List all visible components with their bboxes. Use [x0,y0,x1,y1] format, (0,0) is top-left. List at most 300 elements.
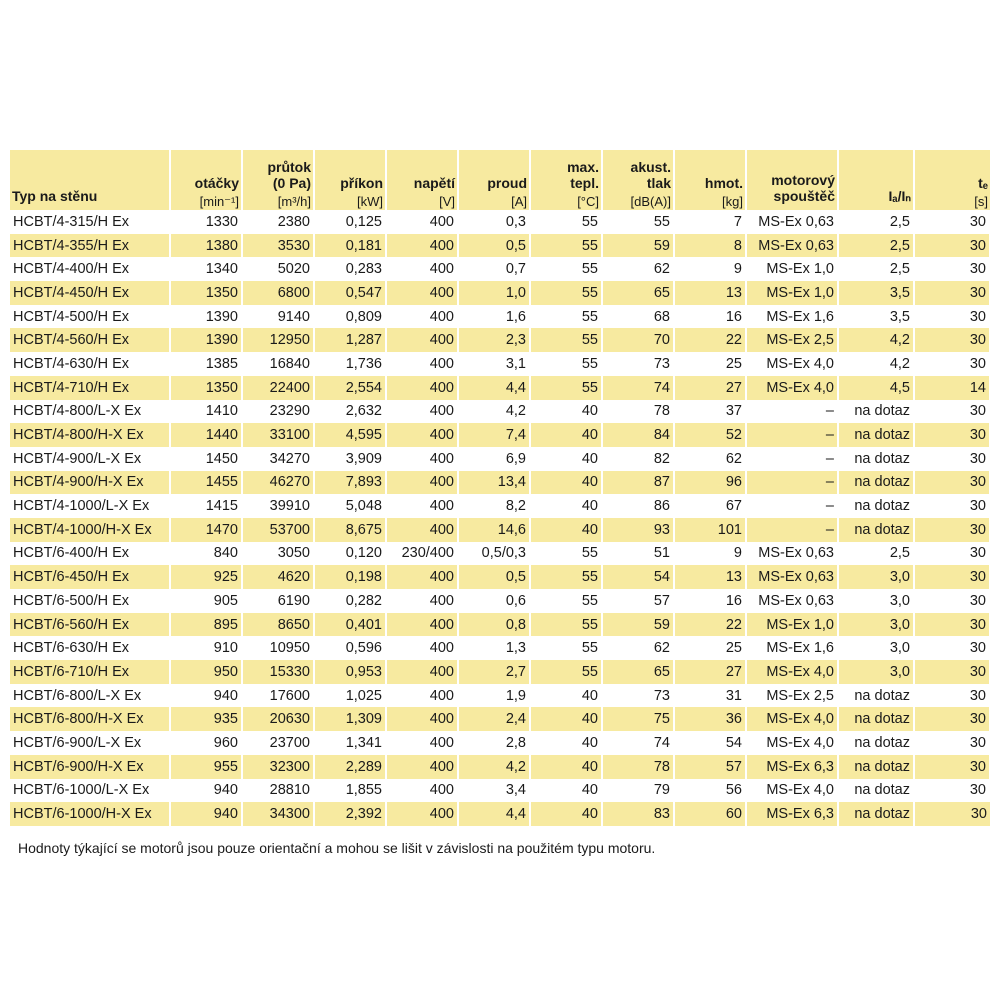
cell-current-ratio: na dotaz [838,731,914,755]
cell-sound-pressure: 51 [602,542,674,566]
cell-speed: 1450 [170,447,242,471]
cell-sound-pressure: 57 [602,589,674,613]
cell-sound-pressure: 62 [602,636,674,660]
cell-current: 8,2 [458,494,530,518]
table-row [10,518,990,542]
cell-voltage: 400 [386,518,458,542]
cell-current: 13,4 [458,471,530,495]
cell-power: 1,287 [314,328,386,352]
table-row [10,210,990,234]
cell-current: 1,0 [458,281,530,305]
cell-airflow: 46270 [242,471,314,495]
cell-airflow: 17600 [242,684,314,708]
cell-airflow: 2380 [242,210,314,234]
cell-weight: 67 [674,494,746,518]
cell-current: 0,8 [458,613,530,637]
cell-te-time: 30 [914,684,990,708]
cell-power: 2,392 [314,802,386,826]
header-unit: [A] [511,194,527,209]
cell-power: 1,341 [314,731,386,755]
cell-speed: 1350 [170,376,242,400]
cell-sound-pressure: 74 [602,731,674,755]
cell-airflow: 34270 [242,447,314,471]
cell-voltage: 400 [386,210,458,234]
cell-airflow: 22400 [242,376,314,400]
cell-max-temp: 55 [530,589,602,613]
cell-weight: 101 [674,518,746,542]
cell-motor-starter: MS-Ex 0,63 [746,234,838,258]
cell-power: 4,595 [314,423,386,447]
cell-airflow: 9140 [242,305,314,329]
cell-voltage: 400 [386,328,458,352]
header-motor-starter [746,150,838,210]
cell-voltage: 400 [386,613,458,637]
cell-motor-starter: MS-Ex 4,0 [746,707,838,731]
cell-current: 0,3 [458,210,530,234]
header-unit: [°C] [577,194,599,209]
cell-voltage: 400 [386,707,458,731]
cell-voltage: 400 [386,494,458,518]
cell-te-time: 30 [914,589,990,613]
table-row [10,684,990,708]
cell-sound-pressure: 75 [602,707,674,731]
cell-current-ratio: 4,2 [838,352,914,376]
cell-voltage: 400 [386,234,458,258]
cell-power: 2,289 [314,755,386,779]
header-unit: [s] [974,194,988,209]
cell-sound-pressure: 73 [602,352,674,376]
cell-te-time: 30 [914,494,990,518]
cell-voltage: 400 [386,352,458,376]
cell-airflow: 10950 [242,636,314,660]
cell-weight: 22 [674,613,746,637]
cell-airflow: 15330 [242,660,314,684]
cell-airflow: 4620 [242,565,314,589]
cell-speed: 1415 [170,494,242,518]
header-unit: [kW] [357,194,383,209]
cell-current-ratio: na dotaz [838,471,914,495]
cell-motor-starter: MS-Ex 4,0 [746,779,838,803]
cell-speed: 895 [170,613,242,637]
cell-type: HCBT/6-1000/L-X Ex [10,779,170,803]
cell-speed: 1390 [170,305,242,329]
cell-voltage: 400 [386,400,458,424]
cell-airflow: 53700 [242,518,314,542]
cell-sound-pressure: 54 [602,565,674,589]
cell-current: 1,9 [458,684,530,708]
cell-current: 0,7 [458,257,530,281]
cell-speed: 1410 [170,400,242,424]
cell-current: 0,5 [458,234,530,258]
cell-speed: 1440 [170,423,242,447]
cell-speed: 1470 [170,518,242,542]
cell-current: 1,3 [458,636,530,660]
cell-speed: 1390 [170,328,242,352]
cell-sound-pressure: 74 [602,376,674,400]
cell-airflow: 12950 [242,328,314,352]
header-label: motorový spouštěč [771,172,835,204]
cell-max-temp: 55 [530,352,602,376]
table-row [10,755,990,779]
cell-current-ratio: na dotaz [838,779,914,803]
cell-max-temp: 55 [530,305,602,329]
cell-weight: 36 [674,707,746,731]
header-unit: [min⁻¹] [199,194,239,209]
cell-sound-pressure: 68 [602,305,674,329]
cell-current-ratio: 4,5 [838,376,914,400]
cell-motor-starter: – [746,400,838,424]
cell-power: 1,736 [314,352,386,376]
cell-power: 0,120 [314,542,386,566]
cell-weight: 27 [674,660,746,684]
cell-speed: 940 [170,779,242,803]
cell-voltage: 400 [386,281,458,305]
cell-max-temp: 40 [530,779,602,803]
cell-te-time: 30 [914,210,990,234]
cell-voltage: 400 [386,447,458,471]
cell-airflow: 32300 [242,755,314,779]
cell-current-ratio: 2,5 [838,234,914,258]
cell-te-time: 30 [914,328,990,352]
cell-te-time: 30 [914,352,990,376]
cell-motor-starter: MS-Ex 0,63 [746,589,838,613]
cell-current: 2,3 [458,328,530,352]
cell-current-ratio: 3,0 [838,565,914,589]
table-header-row [10,150,990,210]
cell-type: HCBT/4-560/H Ex [10,328,170,352]
cell-speed: 1385 [170,352,242,376]
cell-sound-pressure: 65 [602,281,674,305]
cell-power: 5,048 [314,494,386,518]
cell-airflow: 6800 [242,281,314,305]
cell-motor-starter: MS-Ex 2,5 [746,328,838,352]
cell-sound-pressure: 84 [602,423,674,447]
cell-airflow: 34300 [242,802,314,826]
table-row [10,281,990,305]
cell-sound-pressure: 73 [602,684,674,708]
cell-sound-pressure: 55 [602,210,674,234]
cell-max-temp: 40 [530,802,602,826]
cell-current: 4,2 [458,400,530,424]
cell-current-ratio: na dotaz [838,494,914,518]
cell-weight: 13 [674,565,746,589]
cell-type: HCBT/4-1000/H-X Ex [10,518,170,542]
cell-motor-starter: MS-Ex 0,63 [746,542,838,566]
cell-current: 4,4 [458,376,530,400]
table-row [10,542,990,566]
cell-power: 2,554 [314,376,386,400]
cell-type: HCBT/6-900/L-X Ex [10,731,170,755]
header-label: proud [487,175,527,191]
cell-current-ratio: na dotaz [838,684,914,708]
cell-airflow: 20630 [242,707,314,731]
cell-motor-starter: MS-Ex 4,0 [746,352,838,376]
cell-power: 0,283 [314,257,386,281]
header-label: Typ na stěnu [12,188,98,204]
cell-sound-pressure: 87 [602,471,674,495]
cell-current: 4,2 [458,755,530,779]
cell-current: 2,4 [458,707,530,731]
cell-te-time: 30 [914,257,990,281]
cell-type: HCBT/6-710/H Ex [10,660,170,684]
cell-motor-starter: – [746,423,838,447]
cell-airflow: 16840 [242,352,314,376]
cell-max-temp: 40 [530,755,602,779]
cell-weight: 9 [674,542,746,566]
cell-voltage: 400 [386,589,458,613]
cell-sound-pressure: 79 [602,779,674,803]
table-row [10,565,990,589]
cell-type: HCBT/4-800/L-X Ex [10,400,170,424]
cell-weight: 22 [674,328,746,352]
cell-te-time: 30 [914,755,990,779]
cell-speed: 940 [170,802,242,826]
cell-voltage: 400 [386,257,458,281]
cell-motor-starter: MS-Ex 1,0 [746,613,838,637]
cell-sound-pressure: 86 [602,494,674,518]
cell-te-time: 30 [914,613,990,637]
cell-airflow: 6190 [242,589,314,613]
table-row [10,471,990,495]
cell-current: 14,6 [458,518,530,542]
header-label: průtok (0 Pa) [267,159,311,191]
cell-current-ratio: na dotaz [838,707,914,731]
cell-max-temp: 40 [530,707,602,731]
cell-weight: 52 [674,423,746,447]
cell-current: 0,5/0,3 [458,542,530,566]
cell-airflow: 28810 [242,779,314,803]
cell-motor-starter: – [746,518,838,542]
header-label: napětí [413,175,455,191]
table-row [10,660,990,684]
cell-motor-starter: MS-Ex 6,3 [746,802,838,826]
cell-type: HCBT/6-560/H Ex [10,613,170,637]
cell-type: HCBT/4-1000/L-X Ex [10,494,170,518]
cell-type: HCBT/6-400/H Ex [10,542,170,566]
cell-current-ratio: 2,5 [838,257,914,281]
table-row [10,352,990,376]
cell-max-temp: 55 [530,328,602,352]
cell-airflow: 3050 [242,542,314,566]
header-label: hmot. [704,175,743,191]
table-row [10,447,990,471]
cell-motor-starter: MS-Ex 4,0 [746,660,838,684]
cell-te-time: 30 [914,802,990,826]
header-max-temp [530,150,602,210]
cell-power: 0,125 [314,210,386,234]
table-row [10,636,990,660]
cell-current-ratio: 3,0 [838,589,914,613]
header-sound-pressure [602,150,674,210]
cell-max-temp: 55 [530,281,602,305]
cell-voltage: 230/400 [386,542,458,566]
cell-current-ratio: na dotaz [838,400,914,424]
cell-voltage: 400 [386,305,458,329]
cell-current: 4,4 [458,802,530,826]
cell-power: 0,181 [314,234,386,258]
header-label: otáčky [194,175,239,191]
header-current-ratio [838,150,914,210]
table-row [10,305,990,329]
cell-type: HCBT/4-450/H Ex [10,281,170,305]
cell-power: 3,909 [314,447,386,471]
cell-speed: 1350 [170,281,242,305]
cell-max-temp: 40 [530,731,602,755]
cell-voltage: 400 [386,636,458,660]
cell-weight: 96 [674,471,746,495]
cell-current-ratio: 3,0 [838,613,914,637]
cell-te-time: 30 [914,400,990,424]
cell-type: HCBT/4-630/H Ex [10,352,170,376]
cell-te-time: 30 [914,565,990,589]
cell-voltage: 400 [386,755,458,779]
header-speed [170,150,242,210]
header-unit: [dB(A)] [630,194,671,209]
cell-weight: 16 [674,589,746,613]
cell-max-temp: 40 [530,400,602,424]
cell-voltage: 400 [386,471,458,495]
cell-max-temp: 55 [530,257,602,281]
header-airflow [242,150,314,210]
cell-type: HCBT/6-900/H-X Ex [10,755,170,779]
cell-power: 0,282 [314,589,386,613]
cell-sound-pressure: 93 [602,518,674,542]
cell-current: 0,5 [458,565,530,589]
cell-power: 0,401 [314,613,386,637]
cell-type: HCBT/4-400/H Ex [10,257,170,281]
table-row [10,376,990,400]
cell-airflow: 23700 [242,731,314,755]
table-row [10,707,990,731]
cell-power: 2,632 [314,400,386,424]
cell-power: 7,893 [314,471,386,495]
cell-motor-starter: MS-Ex 1,6 [746,305,838,329]
cell-weight: 8 [674,234,746,258]
cell-weight: 27 [674,376,746,400]
cell-te-time: 30 [914,660,990,684]
cell-current: 3,4 [458,779,530,803]
cell-current-ratio: 3,5 [838,281,914,305]
cell-motor-starter: – [746,447,838,471]
cell-weight: 31 [674,684,746,708]
cell-max-temp: 55 [530,660,602,684]
cell-current-ratio: na dotaz [838,802,914,826]
table-row [10,731,990,755]
cell-current-ratio: 2,5 [838,542,914,566]
cell-sound-pressure: 65 [602,660,674,684]
header-type [10,150,170,210]
cell-type: HCBT/4-900/H-X Ex [10,471,170,495]
cell-speed: 1340 [170,257,242,281]
cell-weight: 57 [674,755,746,779]
cell-te-time: 30 [914,281,990,305]
header-unit: [V] [439,194,455,209]
cell-airflow: 39910 [242,494,314,518]
cell-voltage: 400 [386,779,458,803]
cell-te-time: 30 [914,542,990,566]
table-body [10,210,990,826]
cell-type: HCBT/4-355/H Ex [10,234,170,258]
cell-max-temp: 40 [530,423,602,447]
cell-weight: 37 [674,400,746,424]
table-row [10,494,990,518]
cell-speed: 935 [170,707,242,731]
header-te-time [914,150,990,210]
cell-power: 1,309 [314,707,386,731]
cell-speed: 925 [170,565,242,589]
cell-current: 7,4 [458,423,530,447]
cell-motor-starter: MS-Ex 1,0 [746,281,838,305]
cell-speed: 1380 [170,234,242,258]
cell-weight: 60 [674,802,746,826]
cell-voltage: 400 [386,660,458,684]
cell-sound-pressure: 78 [602,755,674,779]
cell-sound-pressure: 62 [602,257,674,281]
cell-current: 1,6 [458,305,530,329]
cell-type: HCBT/4-710/H Ex [10,376,170,400]
cell-type: HCBT/6-1000/H-X Ex [10,802,170,826]
cell-te-time: 30 [914,518,990,542]
cell-weight: 62 [674,447,746,471]
cell-voltage: 400 [386,684,458,708]
cell-voltage: 400 [386,802,458,826]
cell-type: HCBT/4-500/H Ex [10,305,170,329]
cell-current-ratio: na dotaz [838,447,914,471]
cell-max-temp: 55 [530,234,602,258]
cell-sound-pressure: 70 [602,328,674,352]
cell-type: HCBT/6-800/H-X Ex [10,707,170,731]
cell-voltage: 400 [386,423,458,447]
cell-current-ratio: 3,0 [838,636,914,660]
table-row [10,802,990,826]
cell-motor-starter: MS-Ex 2,5 [746,684,838,708]
cell-sound-pressure: 59 [602,234,674,258]
cell-te-time: 30 [914,471,990,495]
cell-te-time: 30 [914,447,990,471]
cell-current-ratio: 2,5 [838,210,914,234]
cell-type: HCBT/4-900/L-X Ex [10,447,170,471]
cell-max-temp: 55 [530,613,602,637]
cell-te-time: 30 [914,779,990,803]
cell-weight: 9 [674,257,746,281]
cell-speed: 910 [170,636,242,660]
cell-weight: 13 [674,281,746,305]
cell-type: HCBT/4-800/H-X Ex [10,423,170,447]
cell-motor-starter: – [746,494,838,518]
cell-power: 0,596 [314,636,386,660]
cell-speed: 960 [170,731,242,755]
cell-airflow: 3530 [242,234,314,258]
table-row [10,400,990,424]
cell-max-temp: 40 [530,494,602,518]
cell-weight: 7 [674,210,746,234]
cell-te-time: 30 [914,423,990,447]
cell-airflow: 23290 [242,400,314,424]
cell-type: HCBT/6-450/H Ex [10,565,170,589]
cell-type: HCBT/6-800/L-X Ex [10,684,170,708]
cell-airflow: 8650 [242,613,314,637]
header-voltage [386,150,458,210]
cell-te-time: 30 [914,636,990,660]
header-label: Iₐ/Iₙ [888,188,911,204]
cell-power: 1,025 [314,684,386,708]
cell-power: 1,855 [314,779,386,803]
cell-motor-starter: MS-Ex 6,3 [746,755,838,779]
table-row [10,589,990,613]
header-weight [674,150,746,210]
cell-max-temp: 55 [530,542,602,566]
header-label: příkon [340,175,383,191]
